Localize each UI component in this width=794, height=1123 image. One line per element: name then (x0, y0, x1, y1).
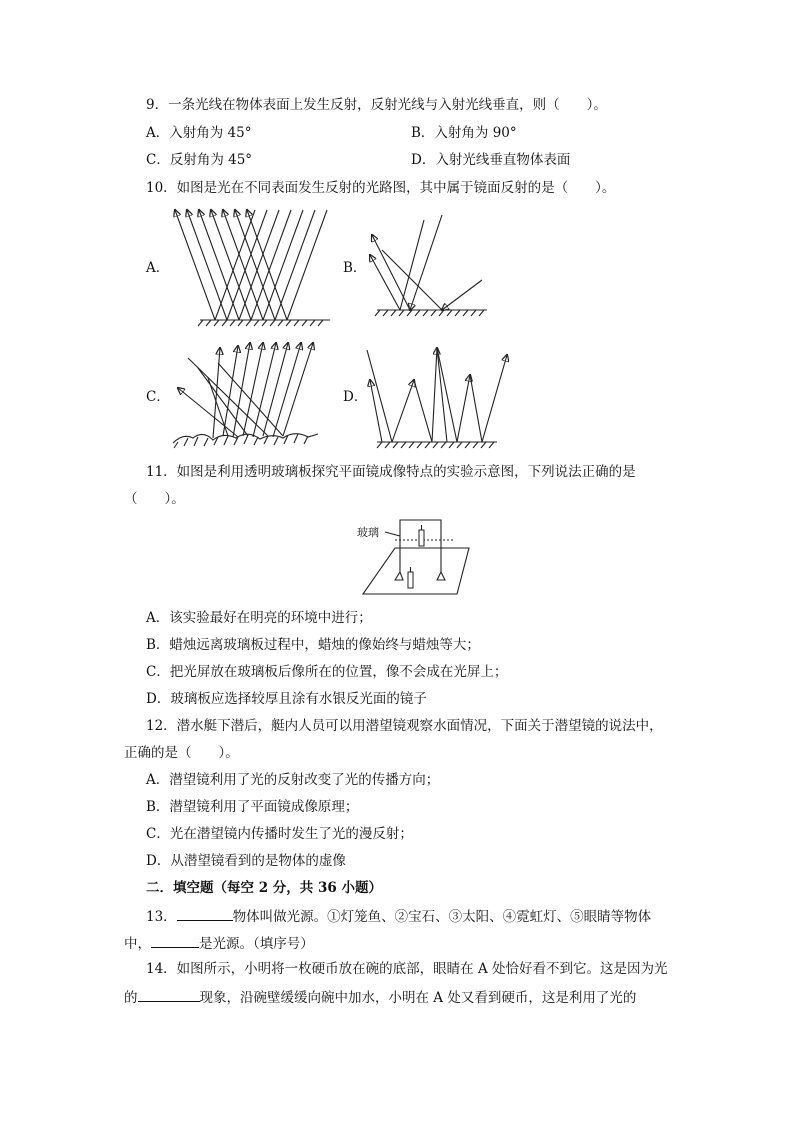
q11-option-a: A．该实验最好在明亮的环境中进行； (146, 610, 372, 626)
section-2-title: 二．填空题（每空 2 分，共 36 小题） (146, 880, 382, 896)
hatch (198, 320, 323, 326)
q10-label-d: D． (343, 389, 368, 405)
q11-figure-glass-plate-experiment (355, 510, 470, 602)
q12-option-d: D．从潜望镜看到的是物体的虚像 (146, 853, 346, 869)
q14-line2 (124, 987, 636, 1007)
q13-line2-suffix: 是光源。（填序号） (199, 936, 314, 952)
q13-line1 (146, 906, 651, 926)
q14-line2-prefix: 的 (124, 990, 138, 1006)
q11-option-d: D．玻璃板应选择较厚且涂有水银反光面的镜子 (146, 691, 427, 707)
q14-blank-1[interactable] (138, 987, 200, 1002)
q11-stem-line1: 11．如图是利用透明玻璃板探究平面镜成像特点的实验示意图，下列说法正确的是 (146, 464, 636, 480)
q14-line2-suffix: 现象，沿碗壁缓缓向碗中加水，小明在 A 处又看到硬币，这是利用了光的 (199, 990, 637, 1006)
q9-option-c: C．反射角为 45° (146, 152, 253, 168)
q14-line1: 14．如图所示，小明将一枚硬币放在碗的底部，眼睛在 A 处恰好看不到它。这是因为光 (146, 961, 668, 977)
q10-label-a: A． (146, 260, 170, 276)
q10-label-c: C． (146, 389, 170, 405)
q10-stem: 10．如图是光在不同表面发生反射的光路图，其中属于镜面反射的是（ ）。 (146, 180, 616, 196)
q9-stem: 9．一条光线在物体表面上发生反射，反射光线与入射光线垂直，则（ ）。 (146, 97, 607, 113)
q10-figure-a-regular-reflection (165, 205, 340, 327)
q12-stem-line2: 正确的是（ ）。 (124, 745, 239, 761)
q12-option-a: A．潜望镜利用了光的反射改变了光的传播方向； (146, 772, 440, 788)
q12-option-b: B．潜望镜利用了平面镜成像原理； (146, 799, 359, 815)
q11-stem-line2: （ ）。 (124, 491, 185, 507)
q12-option-c: C．光在潜望镜内传播时发生了光的漫反射； (146, 826, 413, 842)
incident-rays (175, 210, 327, 320)
q10-figure-b-three-rays (362, 210, 492, 322)
q12-stem-line1: 12．潜水艇下潜后，艇内人员可以用潜望镜观察水面情况，下面关于潜望镜的说法中， (146, 718, 663, 734)
q9-option-a: A．入射角为 45° (146, 125, 252, 141)
q10-label-b: B． (343, 260, 367, 276)
q13-text-1: 物体叫做光源。①灯笼鱼、②宝石、③太阳、④霓虹灯、⑤眼睛等物体 (232, 909, 652, 925)
q9-option-b: B．入射角为 90° (411, 125, 517, 141)
q13-line2-prefix: 中， (124, 936, 151, 952)
q10-figure-d-symmetric-rays (362, 340, 517, 450)
q10-figure-c-diffuse-reflection (168, 338, 328, 450)
q13-line2 (124, 933, 314, 953)
q11-option-c: C．把光屏放在玻璃板后像所在的位置，像不会成在光屏上； (146, 664, 508, 680)
q13-blank-1[interactable] (177, 906, 233, 921)
q11-option-b: B．蜡烛远离玻璃板过程中，蜡烛的像始终与蜡烛等大； (146, 637, 480, 653)
q13-number: 13． (146, 909, 177, 925)
q11-figure-label-glass: 玻璃 (357, 526, 379, 539)
q13-blank-2[interactable] (151, 933, 199, 948)
q9-option-d: D．入射光线垂直物体表面 (411, 152, 571, 168)
